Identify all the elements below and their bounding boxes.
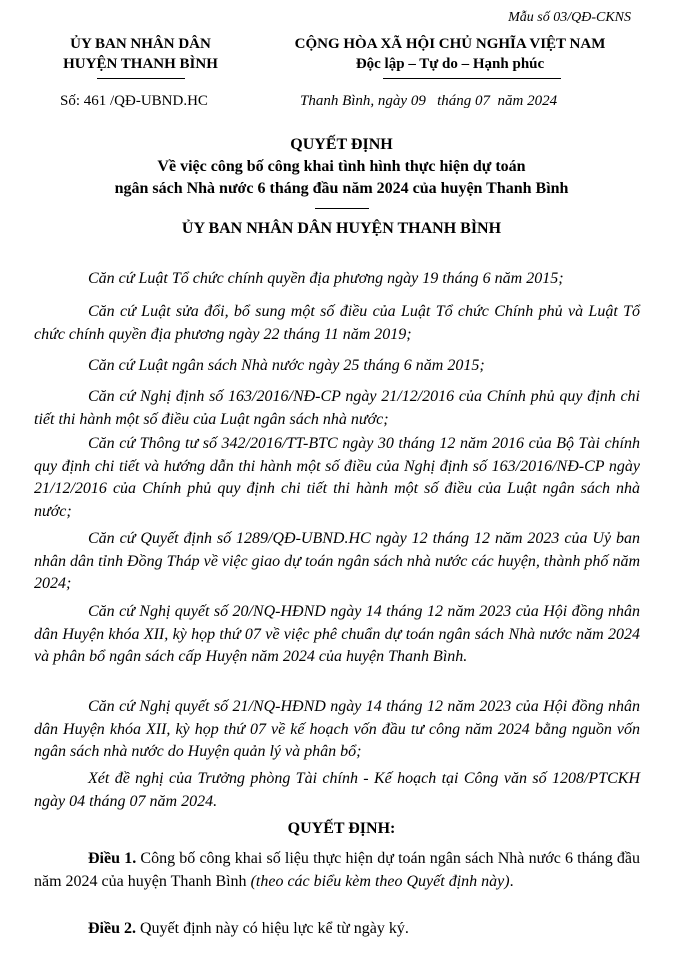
document-subject-line-1: Về việc công bố công khai tình hình thực hiện dự toán xyxy=(157,158,526,175)
proposal-ground: Xét đề nghị của Trưởng phòng Tài chính - Kế hoạch tại Công văn số 1208/PTCKH ngày 04 tháng 07 năm 2024. xyxy=(34,770,640,810)
motto: Độc lập – Tự do – Hạnh phúc xyxy=(355,56,545,72)
nation-line-1: CỘNG HÒA XÃ HỘI CHỦ NGHĨA VIỆT NAM xyxy=(294,36,606,52)
document-number: Số: 461 /QĐ-UBND.HC xyxy=(60,93,208,109)
title-underline xyxy=(315,208,369,209)
decision-heading: QUYẾT ĐỊNH: xyxy=(287,820,396,837)
article-1-end: . xyxy=(509,872,514,890)
document-subject-line-2: ngân sách Nhà nước 6 tháng đầu năm 2024 của huyện Thanh Bình xyxy=(114,180,569,197)
issuer-underline xyxy=(97,78,185,79)
issuer-header xyxy=(48,34,233,74)
article-1-note: (theo các biểu kèm theo Quyết định này) xyxy=(250,872,510,890)
article-2-label: Điều 2. xyxy=(88,920,136,937)
article-2 xyxy=(34,918,640,941)
article-1-label: Điều 1. xyxy=(88,850,137,867)
issuing-authority: ỦY BAN NHÂN DÂN HUYỆN THANH BÌNH xyxy=(181,220,502,237)
legal-ground: Căn cứ Nghị định số 163/2016/NĐ-CP ngày 21/12/2016 của Chính phủ quy định chi tiết thi hành một số điều của Luật ngân sách nhà nước; xyxy=(34,388,640,428)
legal-ground: Căn cứ Luật sửa đổi, bổ sung một số điều của Luật Tổ chức Chính phủ và Luật Tổ chức chính quyền địa phương ngày 22 tháng 11 năm 2019; xyxy=(34,303,640,343)
legal-ground: Căn cứ Nghị quyết số 21/NQ-HĐND ngày 14 tháng 12 năm 2023 của Hội đồng nhân dân Huyện khóa XII, kỳ họp thứ 07 về kế hoạch vốn đầu tư công năm 2024 bằng nguồn vốn ngân sách nhà nước do Huyện quản lý và phân bổ; xyxy=(34,698,640,761)
issuer-line-2: HUYỆN THANH BÌNH xyxy=(63,56,218,72)
legal-ground: Căn cứ Quyết định số 1289/QĐ-UBND.HC ngày 12 tháng 12 năm 2023 của Uỷ ban nhân dân tỉnh Đồng Tháp về việc giao dự toán ngân sách nhà nước các huyện, thành phố năm 2024; xyxy=(34,530,640,593)
article-2-text: Quyết định này có hiệu lực kể từ ngày ký. xyxy=(136,920,409,937)
article-1-text: Công bố công khai số liệu thực hiện dự toán ngân sách Nhà nước 6 tháng đầu năm 2024 của huyện Thanh Bình xyxy=(34,850,641,890)
article-1 xyxy=(34,848,640,893)
issuer-line-1: ỦY BAN NHÂN DÂN xyxy=(70,36,211,52)
place-and-date: Thanh Bình, ngày 09 tháng 07 năm 2024 xyxy=(300,93,558,109)
legal-ground: Căn cứ Luật ngân sách Nhà nước ngày 25 tháng 6 năm 2015; xyxy=(88,357,485,374)
nation-header xyxy=(265,34,635,74)
motto-underline xyxy=(383,78,561,79)
form-code: Mẫu số 03/QĐ-CKNS xyxy=(508,10,631,25)
document-type-title: QUYẾT ĐỊNH xyxy=(290,136,393,153)
legal-ground: Căn cứ Thông tư số 342/2016/TT-BTC ngày 30 tháng 12 năm 2016 của Bộ Tài chính quy định chi tiết và hướng dẫn thi hành một số điều của Nghị định số 163/2016/NĐ-CP ngày 21/12/2016 của Chính phủ quy định chi tiết thi hành một số điều của Luật ngân sách nhà nước; xyxy=(34,435,640,520)
legal-ground: Căn cứ Luật Tổ chức chính quyền địa phương ngày 19 tháng 6 năm 2015; xyxy=(88,270,564,287)
legal-ground: Căn cứ Nghị quyết số 20/NQ-HĐND ngày 14 tháng 12 năm 2023 của Hội đồng nhân dân Huyện khóa XII, kỳ họp thứ 07 về việc phê chuẩn dự toán ngân sách Nhà nước năm 2024 và phân bổ ngân sách cấp Huyện năm 2024 của huyện Thanh Bình. xyxy=(34,603,640,666)
